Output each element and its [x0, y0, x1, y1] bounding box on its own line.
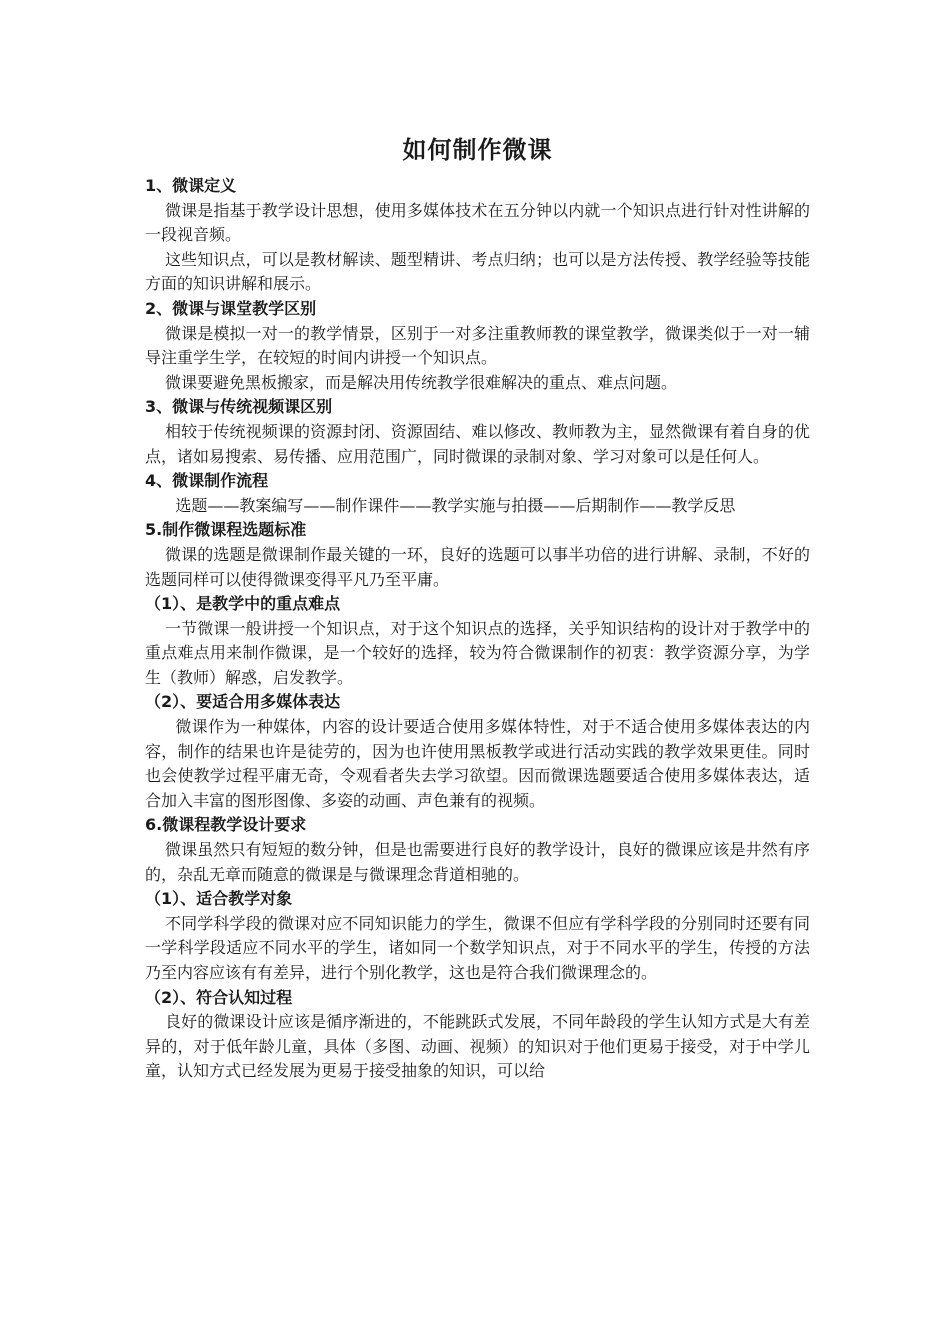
paragraph: 微课作为一种媒体，内容的设计要适合使用多媒体特性，对于不适合使用多媒体表达的内容，制作的结果也许是徒劳的，因为也许使用黑板教学或进行活动实践的教学效果更佳。同时也会使教学过程平庸无奇，令观看者失去学习欲望。因而微课选题要适合使用多媒体表达，适合加入丰富的图形图像、多姿的动画、声色兼有的视频。: [145, 717, 810, 810]
paragraph: 微课是指基于教学设计思想，使用多媒体技术在五分钟以内就一个知识点进行针对性讲解的一段视音频。: [145, 200, 810, 245]
section-heading: （1）、适合教学对象: [145, 889, 293, 909]
section-heading: 5.制作微课程选题标准: [145, 520, 307, 540]
section-heading: （1）、是教学中的重点难点: [145, 594, 341, 614]
paragraph: 相较于传统视频课的资源封闭、资源固结、难以修改、教师教为主，显然微课有着自身的优点，诸如易搜索、易传播、应用范围广，同时微课的录制对象、学习对象可以是任何人。: [145, 421, 810, 466]
document-title: 如何制作微课: [402, 136, 553, 164]
paragraph: 微课的选题是微课制作最关键的一环，良好的选题可以事半功倍的进行讲解、录制，不好的选题同样可以使得微课变得平凡乃至平庸。: [145, 544, 810, 589]
section-heading: 1、微课定义: [145, 176, 237, 195]
paragraph: 微课要避免黑板搬家，而是解决用传统教学很难解决的重点、难点问题。: [165, 372, 678, 392]
paragraph: 这些知识点，可以是教材解读、题型精讲、考点归纳；也可以是方法传授、教学经验等技能方面的知识讲解和展示。: [145, 249, 810, 294]
paragraph: 不同学科学段的微课对应不同知识能力的学生，微课不但应有学科学段的分别同时还要有同一学科学段适应不同水平的学生，诸如同一个数学知识点，对于不同水平的学生，传授的方法乃至内容应该有有差异，进行个别化教学，这也是符合我们微课理念的。: [145, 913, 810, 982]
paragraph: 微课是模拟一对一的教学情景，区别于一对多注重教师教的课堂教学，微课类似于一对一辅导注重学生学，在较短的时间内讲授一个知识点。: [145, 323, 810, 368]
section-heading: （2）、要适合用多媒体表达: [145, 692, 341, 712]
document-page: [145, 132, 810, 1084]
section-heading: 6.微课程教学设计要求: [145, 815, 307, 835]
paragraph: 微课虽然只有短短的数分钟，但是也需要进行良好的教学设计，良好的微课应该是井然有序的，杂乱无章而随意的微课是与微课理念背道相驰的。: [145, 840, 810, 884]
section-heading: 3、微课与传统视频课区别: [145, 397, 333, 417]
paragraph: 一节微课一般讲授一个知识点，对于这个知识点的选择，关乎知识结构的设计对于教学中的重点难点用来制作微课，是一个较好的选择，较为符合微课制作的初衷：教学资源分享，为学生（教师）解惑，启发教学。: [145, 618, 810, 687]
paragraph: 良好的微课设计应该是循序渐进的，不能跳跃式发展，不同年龄段的学生认知方式是大有差异的，对于低年龄儿童，具体（多图、动画、视频）的知识对于他们更易于接受，对于中学儿童，认知方式已经发展为更易于接受抽象的知识，可以给: [145, 1012, 810, 1081]
section-heading: 4、微课制作流程: [145, 471, 269, 491]
paragraph: 选题——教案编写——制作课件——教学实施与拍摄——后期制作——教学反思: [175, 495, 736, 515]
section-heading: （2）、符合认知过程: [145, 987, 293, 1007]
section-heading: 2、微课与课堂教学区别: [145, 298, 317, 318]
document-body: [145, 174, 810, 1084]
